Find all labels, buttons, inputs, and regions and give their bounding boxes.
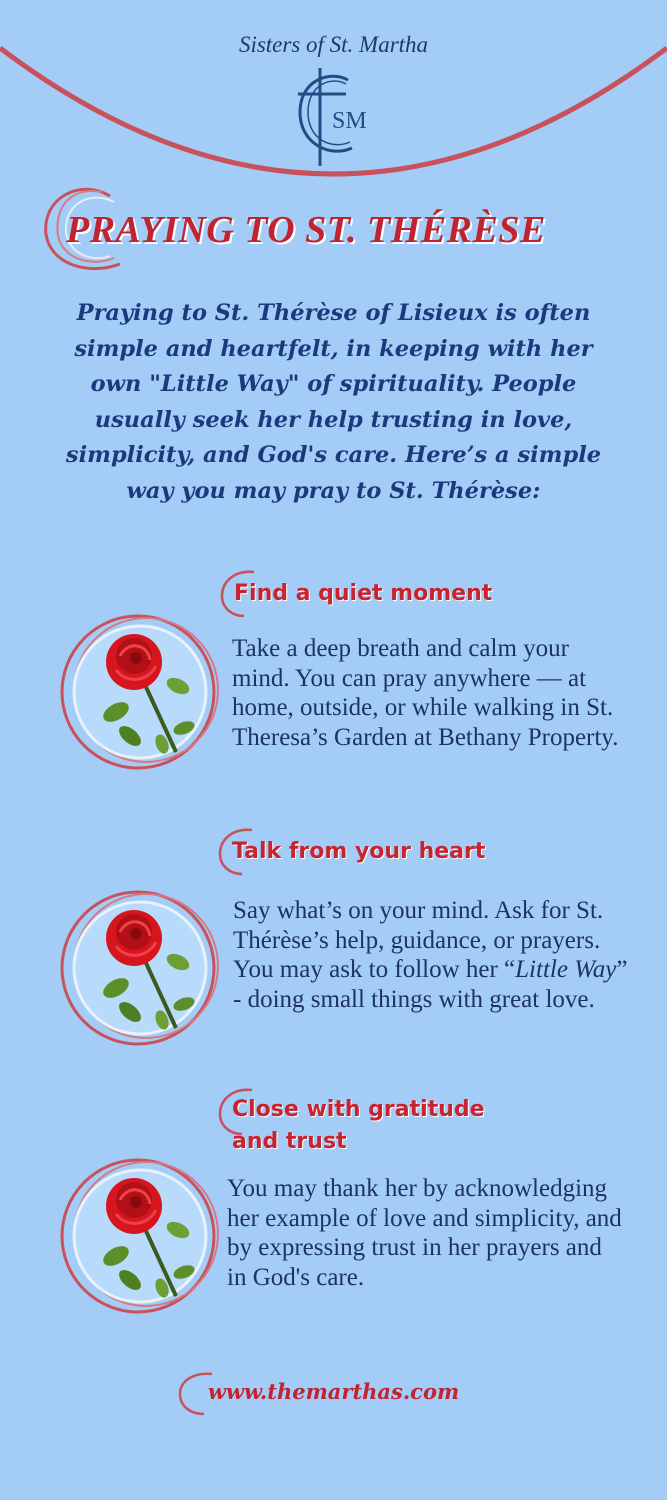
step-1-body: Take a deep breath and calm your mind. You can pray anywhere — at home, outside, or while walking in St. Theresa’s Garden at Bethany Property. (232, 635, 619, 751)
website-link[interactable]: www.themarthas.com (207, 1379, 460, 1404)
organization-name: Sisters of St. Martha (238, 32, 429, 57)
rose-icon (50, 604, 230, 784)
step-3-heading-line1: Close with gratitude (232, 1097, 485, 1122)
step-3-heading (232, 1094, 485, 1158)
step-2-body-after: ” - doing small things with great love. (233, 956, 628, 1013)
step-1-heading: Find a quiet moment (234, 581, 493, 606)
step-3-body: You may thank her by acknowledging her example of love and simplicity, and by expressing trust in her prayers and in God's care. (227, 1175, 622, 1291)
logo-text: SM (332, 108, 367, 134)
step-2-body-before: Say what’s on your mind. Ask for St. Thérèse’s help, guidance, or prayers. You may ask to follow her “ (233, 897, 604, 983)
page-title: PRAYING TO ST. THÉRÈSE (66, 209, 546, 251)
rose-icon (50, 1148, 230, 1328)
step-2-heading: Talk from your heart (232, 839, 486, 864)
step-2-body (233, 896, 633, 1014)
intro-paragraph: Praying to St. Thérèse of Lisieux is often simple and heartfelt, in keeping with her own "Little Way" of spirituality. People usually seek her help trusting in love, simplicity, and God's care. Here’s a simple way you may pray to St. Thérèse: (65, 300, 602, 504)
rose-icon (50, 880, 230, 1060)
step-2-body-italic: Little Way (515, 956, 617, 983)
step-3-heading-line2: and trust (232, 1129, 347, 1154)
cross-logo-icon (290, 62, 380, 172)
